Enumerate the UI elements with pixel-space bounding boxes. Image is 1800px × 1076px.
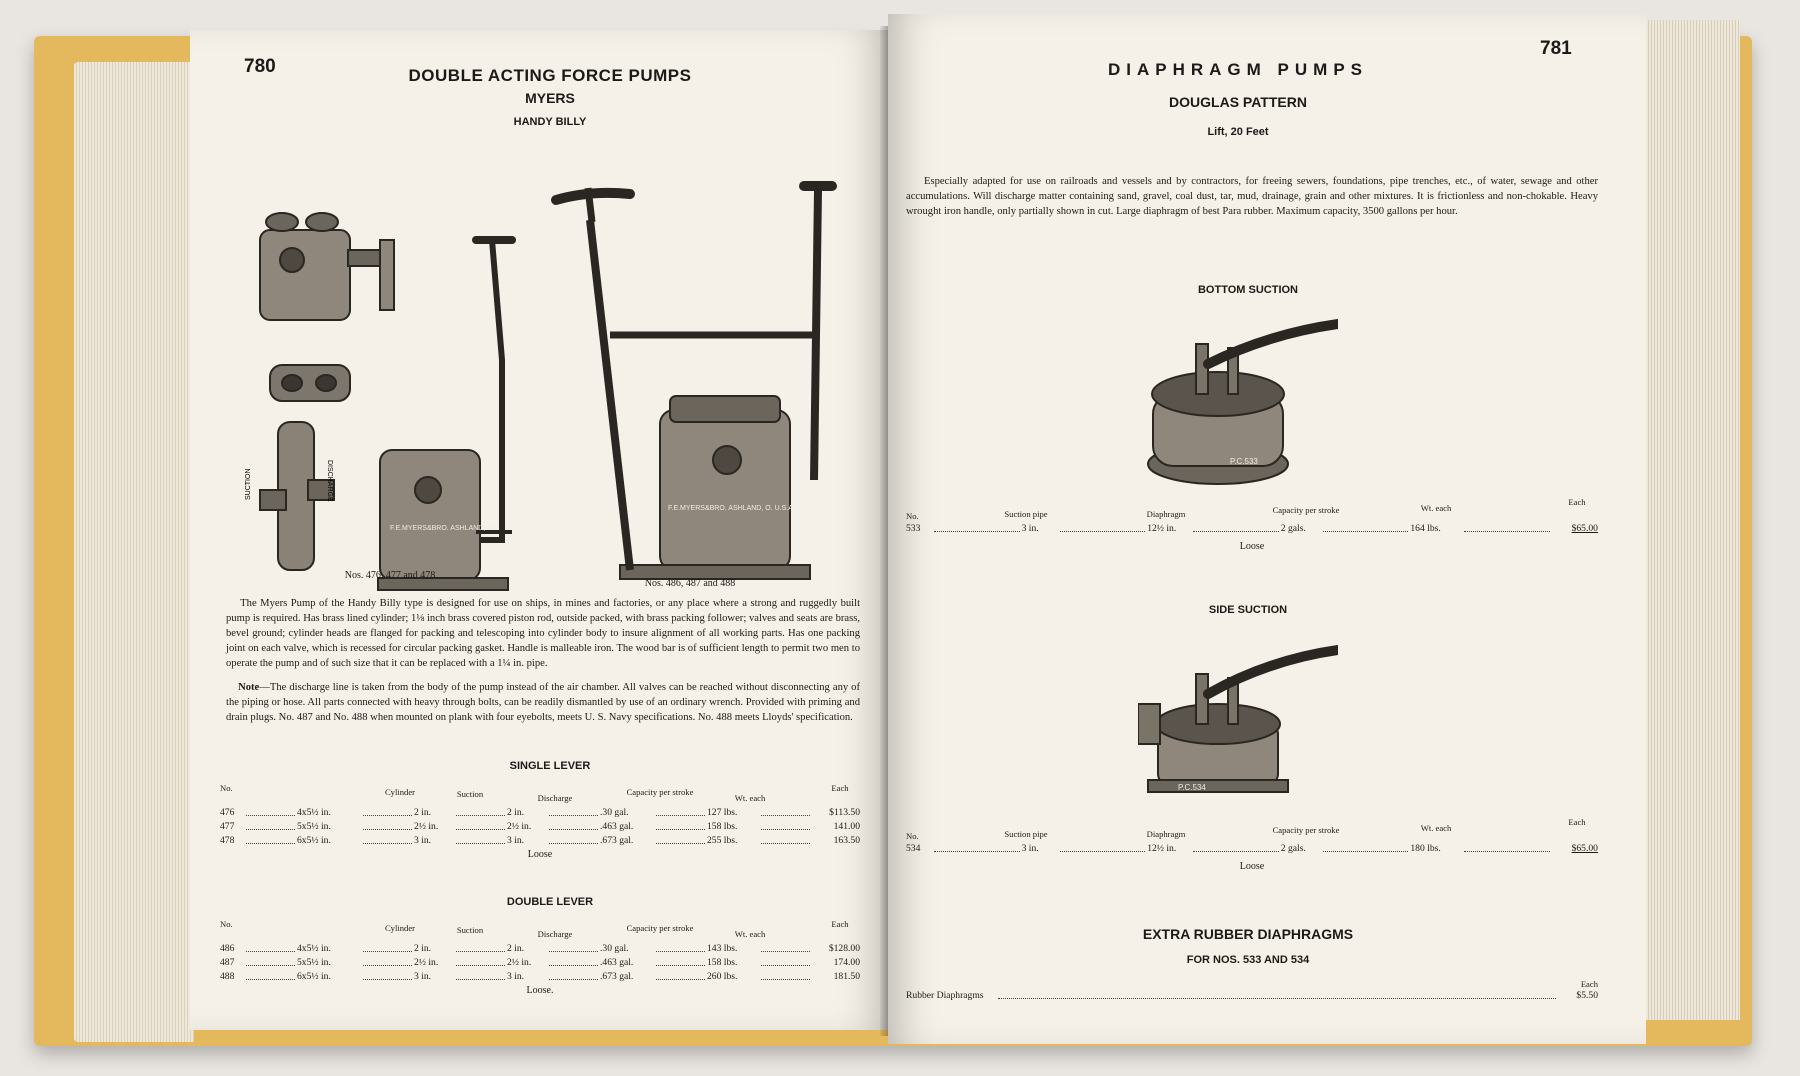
col-weight: Wt. each xyxy=(734,793,766,803)
table-row xyxy=(220,942,860,956)
single-lever-footer: Loose xyxy=(527,849,553,860)
suction-label: SUCTION xyxy=(245,468,252,500)
figure-caption-486: Nos. 486, 487 and 488 xyxy=(644,578,736,589)
right-page xyxy=(888,14,1646,1044)
row-suction: 3 in. xyxy=(1021,843,1039,854)
row-weight: 180 lbs. xyxy=(1410,843,1441,854)
page-number-left: 780 xyxy=(244,56,276,77)
description-text: The Myers Pump of the Handy Billy type is designed for use on ships, in mines and factories, or any place where a strong and ruggedly built pump is required. Has brass lined cylinder; 1⅛ inch brass covered piston rod, outside packed, with brass packing follower; valves and seats are brass, bevel ground; cylinder heads are flanged for packing and telescoping into cylinder body to insure alignment of all working parts. Has one packing joint on each valve, which is recessed for circular packing gasket. Handle is malleable iron. The wood bar is of sufficient length to permit two men to operate the pump and of such size that it can be replaced with a 1¼ in. pipe. xyxy=(226,598,861,669)
row-discharge: 2½ in. xyxy=(507,821,532,832)
col-weight: Wt. each xyxy=(1420,503,1452,513)
extra-diaphragms-table xyxy=(906,980,1598,1003)
row-capacity: .673 gal. xyxy=(600,835,634,846)
col-capacity: Capacity per stroke xyxy=(626,923,694,933)
model-heading: HANDY BILLY xyxy=(513,116,587,128)
table-row xyxy=(906,842,1598,856)
figure-caption-476: Nos. 476, 477 and 478 xyxy=(344,570,436,581)
col-each: Each xyxy=(1580,979,1598,989)
diaphragm-description xyxy=(906,174,1598,219)
row-weight: 158 lbs. xyxy=(707,821,738,832)
row-price: 174.00 xyxy=(833,957,860,968)
right-page-title: DIAPHRAGM PUMPS xyxy=(1107,60,1368,79)
bottom-suction-title: BOTTOM SUCTION xyxy=(1197,284,1298,296)
row-no: 533 xyxy=(906,523,921,534)
page-number-right: 781 xyxy=(1540,38,1572,59)
table-row xyxy=(220,806,860,820)
col-capacity: Capacity per stroke xyxy=(1272,505,1340,515)
col-no: No. xyxy=(220,919,233,929)
discharge-label: DISCHARGE xyxy=(326,460,333,502)
row-no: 477 xyxy=(220,821,235,832)
double-lever-footer: Loose. xyxy=(526,985,554,996)
row-cylinder: 5x5½ in. xyxy=(297,957,331,968)
page-edges-left xyxy=(74,62,194,1042)
double-lever-title: DOUBLE LEVER xyxy=(506,896,594,908)
row-suction: 2½ in. xyxy=(414,821,439,832)
double-lever-header xyxy=(220,914,860,942)
row-no: 478 xyxy=(220,835,235,846)
col-each: Each xyxy=(1568,817,1586,827)
row-price: 181.50 xyxy=(833,971,860,982)
col-diaphragm: Diaphragm xyxy=(1146,829,1186,839)
col-no: No. xyxy=(220,783,233,793)
left-page-title: DOUBLE ACTING FORCE PUMPS xyxy=(408,66,692,85)
row-weight: 143 lbs. xyxy=(707,943,738,954)
row-cylinder: 6x5½ in. xyxy=(297,971,331,982)
extra-diaphragms-title: EXTRA RUBBER DIAPHRAGMS xyxy=(1142,926,1354,942)
row-capacity: 2 gals. xyxy=(1280,843,1306,854)
row-weight: 127 lbs. xyxy=(707,807,738,818)
row-price: 141.00 xyxy=(833,821,860,832)
row-price: 163.50 xyxy=(833,835,860,846)
row-cylinder: 5x5½ in. xyxy=(297,821,331,832)
row-price: $65.00 xyxy=(1571,843,1598,854)
table-row xyxy=(220,956,860,970)
single-lever-title: SINGLE LEVER xyxy=(509,760,591,772)
myers-plate-2: F.E.MYERS&BRO. ASHLAND, O. U.S.A. xyxy=(668,505,795,512)
row-item: Rubber Diaphragms xyxy=(906,990,984,1001)
side-suction-title: SIDE SUCTION xyxy=(1208,604,1288,616)
col-suction-pipe: Suction pipe xyxy=(1004,509,1048,519)
row-diaphragm: 12½ in. xyxy=(1147,843,1177,854)
row-capacity: .30 gal. xyxy=(600,807,629,818)
row-no: 486 xyxy=(220,943,235,954)
row-no: 534 xyxy=(906,843,921,854)
row-capacity: .30 gal. xyxy=(600,943,629,954)
row-suction: 3 in. xyxy=(414,971,432,982)
row-discharge: 2½ in. xyxy=(507,957,532,968)
row-capacity: .463 gal. xyxy=(600,821,634,832)
brand-heading: MYERS xyxy=(525,90,575,106)
diaphragm-description-text: Especially adapted for use on railroads and vessels and by contractors, for freeing sewers, foundations, pipe trenches, etc., of water, sewage and other accumulations. Will discharge matter containing sand, gravel, coal dust, tar, mud, drainage, grain and other mixtures. It is frictionless and non-chokable. Heavy wrought iron handle, only partially shown in cut. Large diaphragm of best Para rubber. Maximum capacity, 3500 gallons per hour. xyxy=(906,176,1599,217)
row-weight: 255 lbs. xyxy=(707,835,738,846)
row-suction: 3 in. xyxy=(414,835,432,846)
row-diaphragm: 12½ in. xyxy=(1147,523,1177,534)
row-discharge: 2 in. xyxy=(507,943,525,954)
lift-heading: Lift, 20 Feet xyxy=(1207,126,1269,138)
single-lever-header xyxy=(220,778,860,806)
table-row xyxy=(220,834,860,848)
col-weight: Wt. each xyxy=(1420,823,1452,833)
double-lever-table xyxy=(220,914,860,998)
myers-pumps-illustration xyxy=(230,160,850,600)
row-suction: 2½ in. xyxy=(414,957,439,968)
col-each: Each xyxy=(831,783,849,793)
col-each: Each xyxy=(831,919,849,929)
note-text: —The discharge line is taken from the body of the pump instead of the air chamber. All valves can be reached without disconnecting any of the piping or hose. All parts connected with heavy through bolts, can be readily dismantled by use of an ordinary wrench. Provided with priming and drain plugs. No. 487 and No. 488 when mounted on plank with four eyebolts, meets U. S. Navy specifications. No. 488 meets Lloyds' specification. xyxy=(226,682,861,723)
page-edges-right xyxy=(1640,20,1740,1020)
myers-description xyxy=(226,596,860,671)
row-cylinder: 4x5½ in. xyxy=(297,943,331,954)
row-price: $128.00 xyxy=(828,943,860,954)
col-cylinder: Cylinder xyxy=(384,923,416,933)
single-lever-table xyxy=(220,778,860,862)
left-page xyxy=(190,30,888,1030)
row-no: 487 xyxy=(220,957,235,968)
bottom-suction-footer: Loose xyxy=(1239,541,1265,552)
col-each: Each xyxy=(1568,497,1586,507)
row-no: 488 xyxy=(220,971,235,982)
row-price: $65.00 xyxy=(1571,523,1598,534)
table-row xyxy=(220,820,860,834)
row-weight: 164 lbs. xyxy=(1410,523,1441,534)
row-weight: 260 lbs. xyxy=(707,971,738,982)
col-no: No. xyxy=(906,511,919,521)
col-diaphragm: Diaphragm xyxy=(1146,509,1186,519)
col-suction: Suction xyxy=(456,925,484,935)
myers-plate-1: F.E.MYERS&BRO. ASHLAND, O. xyxy=(390,525,495,532)
bottom-suction-table xyxy=(906,497,1598,554)
row-capacity: 2 gals. xyxy=(1280,523,1306,534)
row-discharge: 3 in. xyxy=(507,971,525,982)
casting-mark-533: P.C.533 xyxy=(1230,457,1258,466)
douglas-pattern-heading: DOUGLAS PATTERN xyxy=(1169,94,1307,110)
col-suction-pipe: Suction pipe xyxy=(1004,829,1048,839)
row-price: $113.50 xyxy=(829,807,860,818)
side-suction-header xyxy=(906,817,1598,842)
col-capacity: Capacity per stroke xyxy=(626,787,694,797)
table-row xyxy=(906,522,1598,536)
row-price: $5.50 xyxy=(1576,990,1598,1001)
row-suction: 2 in. xyxy=(414,943,432,954)
row-capacity: .673 gal. xyxy=(600,971,634,982)
table-row xyxy=(220,970,860,984)
col-suction: Suction xyxy=(456,789,484,799)
row-capacity: .463 gal. xyxy=(600,957,634,968)
bottom-suction-header xyxy=(906,497,1598,522)
col-weight: Wt. each xyxy=(734,929,766,939)
row-suction: 2 in. xyxy=(414,807,432,818)
row-cylinder: 4x5½ in. xyxy=(297,807,331,818)
col-capacity: Capacity per stroke xyxy=(1272,825,1340,835)
note-label: Note xyxy=(238,682,260,693)
bottom-suction-pump-illustration xyxy=(1138,314,1338,494)
myers-note xyxy=(226,680,860,725)
col-no: No. xyxy=(906,831,919,841)
col-discharge: Discharge xyxy=(537,793,573,803)
table-row xyxy=(906,989,1598,1003)
side-suction-pump-illustration xyxy=(1138,634,1338,814)
side-suction-table xyxy=(906,817,1598,874)
extra-diaphragms-subtitle: FOR NOS. 533 AND 534 xyxy=(1186,954,1310,966)
row-suction: 3 in. xyxy=(1021,523,1039,534)
col-cylinder: Cylinder xyxy=(384,787,416,797)
row-discharge: 3 in. xyxy=(507,835,525,846)
col-discharge: Discharge xyxy=(537,929,573,939)
row-weight: 158 lbs. xyxy=(707,957,738,968)
row-cylinder: 6x5½ in. xyxy=(297,835,331,846)
row-no: 476 xyxy=(220,807,235,818)
casting-mark-534: P.C.534 xyxy=(1178,783,1206,792)
row-discharge: 2 in. xyxy=(507,807,525,818)
side-suction-footer: Loose xyxy=(1239,861,1265,872)
